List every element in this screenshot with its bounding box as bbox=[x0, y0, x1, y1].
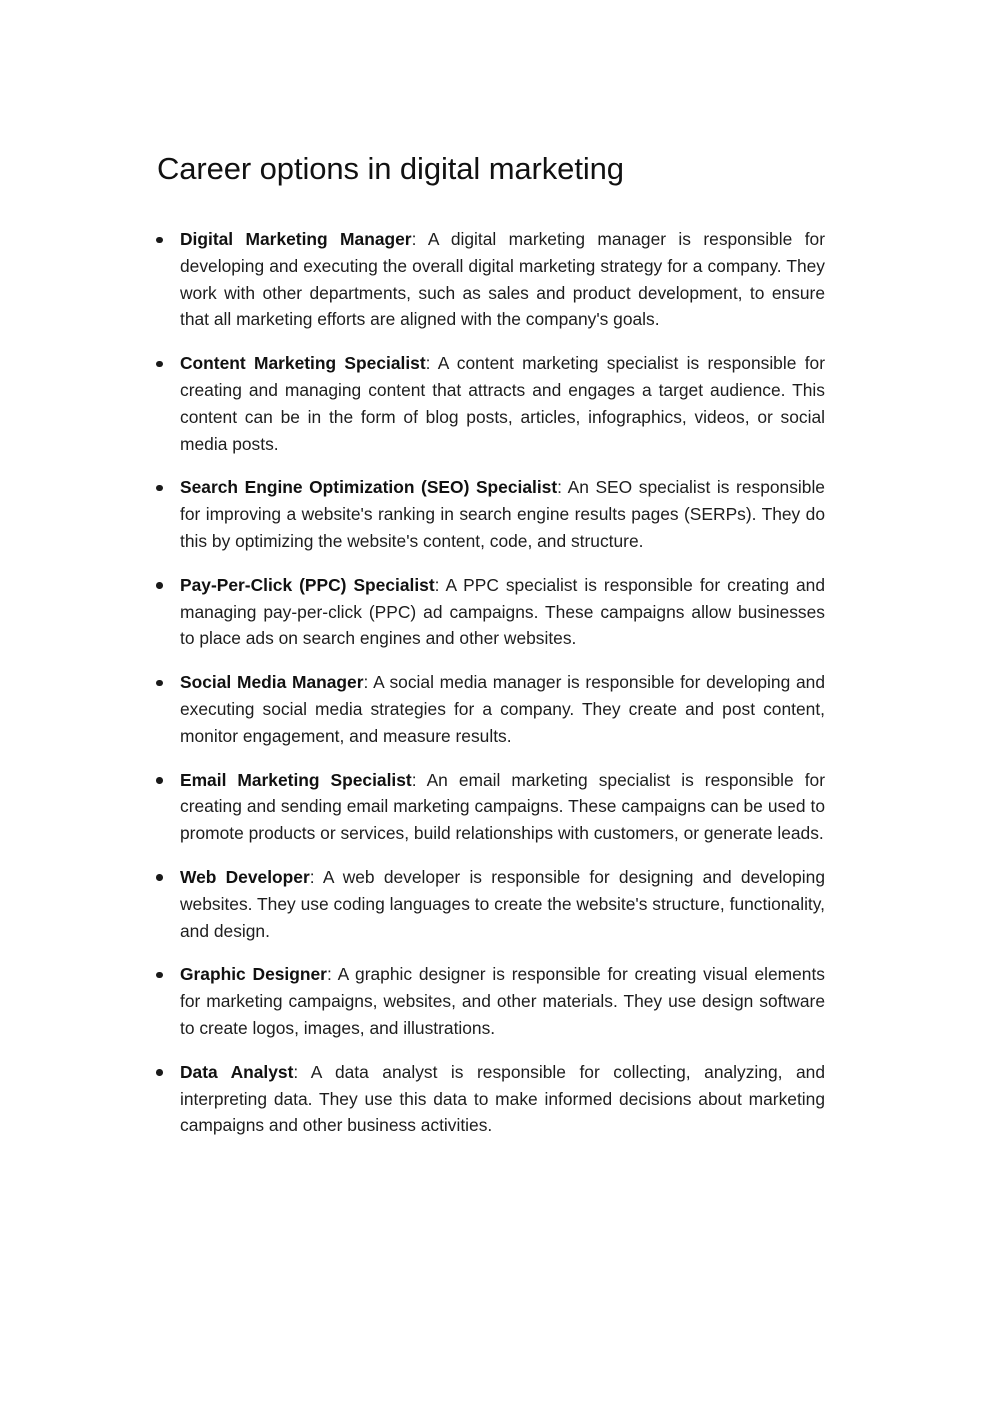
list-item-description: : A social media manager is responsible for developing and executing social media strategies for a company. They create and post content, monitor engagement, and measure results. bbox=[180, 672, 825, 746]
list-item bbox=[150, 350, 825, 457]
bullet-point-icon bbox=[156, 777, 163, 784]
bullet-point-icon bbox=[156, 582, 163, 589]
list-item bbox=[150, 767, 825, 847]
list-item-term: Social Media Manager bbox=[180, 672, 364, 693]
list-item-term: Pay-Per-Click (PPC) Specialist bbox=[180, 574, 435, 595]
list-item-term: Digital Marketing Manager bbox=[180, 229, 412, 249]
list-item-description: : A web developer is responsible for designing and developing websites. They use coding languages to create the website's structure, functionality, and design. bbox=[180, 866, 825, 941]
list-item bbox=[150, 572, 825, 652]
list-item-term: Graphic Designer bbox=[180, 964, 327, 985]
list-item bbox=[150, 474, 825, 554]
list-item-term: Content Marketing Specialist bbox=[180, 353, 426, 374]
bullet-point-icon bbox=[156, 361, 163, 368]
bullet-point-icon bbox=[156, 237, 163, 244]
bullet-point-icon bbox=[156, 1069, 163, 1076]
list-item-term: Email Marketing Specialist bbox=[180, 769, 412, 790]
list-item-description: : An SEO specialist is responsible for improving a website's ranking in search engine results pages (SERPs). They do this by optimizing the website's content, code, and structure. bbox=[180, 477, 825, 551]
bullet-point-icon bbox=[156, 874, 163, 881]
career-options-list bbox=[150, 226, 825, 1139]
list-item-description: : A content marketing specialist is responsible for creating and managing content that attracts and engages a target audience. This content can be in the form of blog posts, articles, infographics, videos, or social media posts. bbox=[180, 353, 825, 454]
list-item-description: : An email marketing specialist is responsible for creating and sending email marketing campaigns. These campaigns can be used to promote products or services, build relationships with customers, or generate leads. bbox=[180, 769, 825, 844]
list-item bbox=[150, 669, 825, 749]
list-item-description: : A graphic designer is responsible for creating visual elements for marketing campaigns, websites, and other materials. They use design software to create logos, images, and illustrations. bbox=[180, 964, 826, 1038]
list-item-description: : A digital marketing manager is responsible for developing and executing the overall digital marketing strategy for a company. They work with other departments, such as sales and product development, to ensure that all marketing efforts are aligned with the company's goals. bbox=[180, 229, 825, 330]
list-item-description: : A PPC specialist is responsible for creating and managing pay-per-click (PPC) ad campaigns. These campaigns allow businesses to place ads on search engines and other websites. bbox=[180, 574, 825, 649]
bullet-point-icon bbox=[156, 680, 163, 687]
list-item-term: Data Analyst bbox=[180, 1061, 294, 1082]
list-item-term: Search Engine Optimization (SEO) Specialist bbox=[180, 477, 558, 498]
page-title: Career options in digital marketing bbox=[157, 150, 624, 186]
list-item bbox=[150, 864, 825, 944]
list-item bbox=[150, 226, 825, 333]
list-item bbox=[150, 961, 825, 1041]
list-item bbox=[150, 1059, 825, 1139]
list-item-description: : A data analyst is responsible for collecting, analyzing, and interpreting data. They use this data to make informed decisions about marketing campaigns and other business activities. bbox=[180, 1061, 825, 1136]
bullet-point-icon bbox=[156, 485, 163, 492]
bullet-point-icon bbox=[156, 972, 163, 979]
list-item-term: Web Developer bbox=[180, 866, 310, 887]
